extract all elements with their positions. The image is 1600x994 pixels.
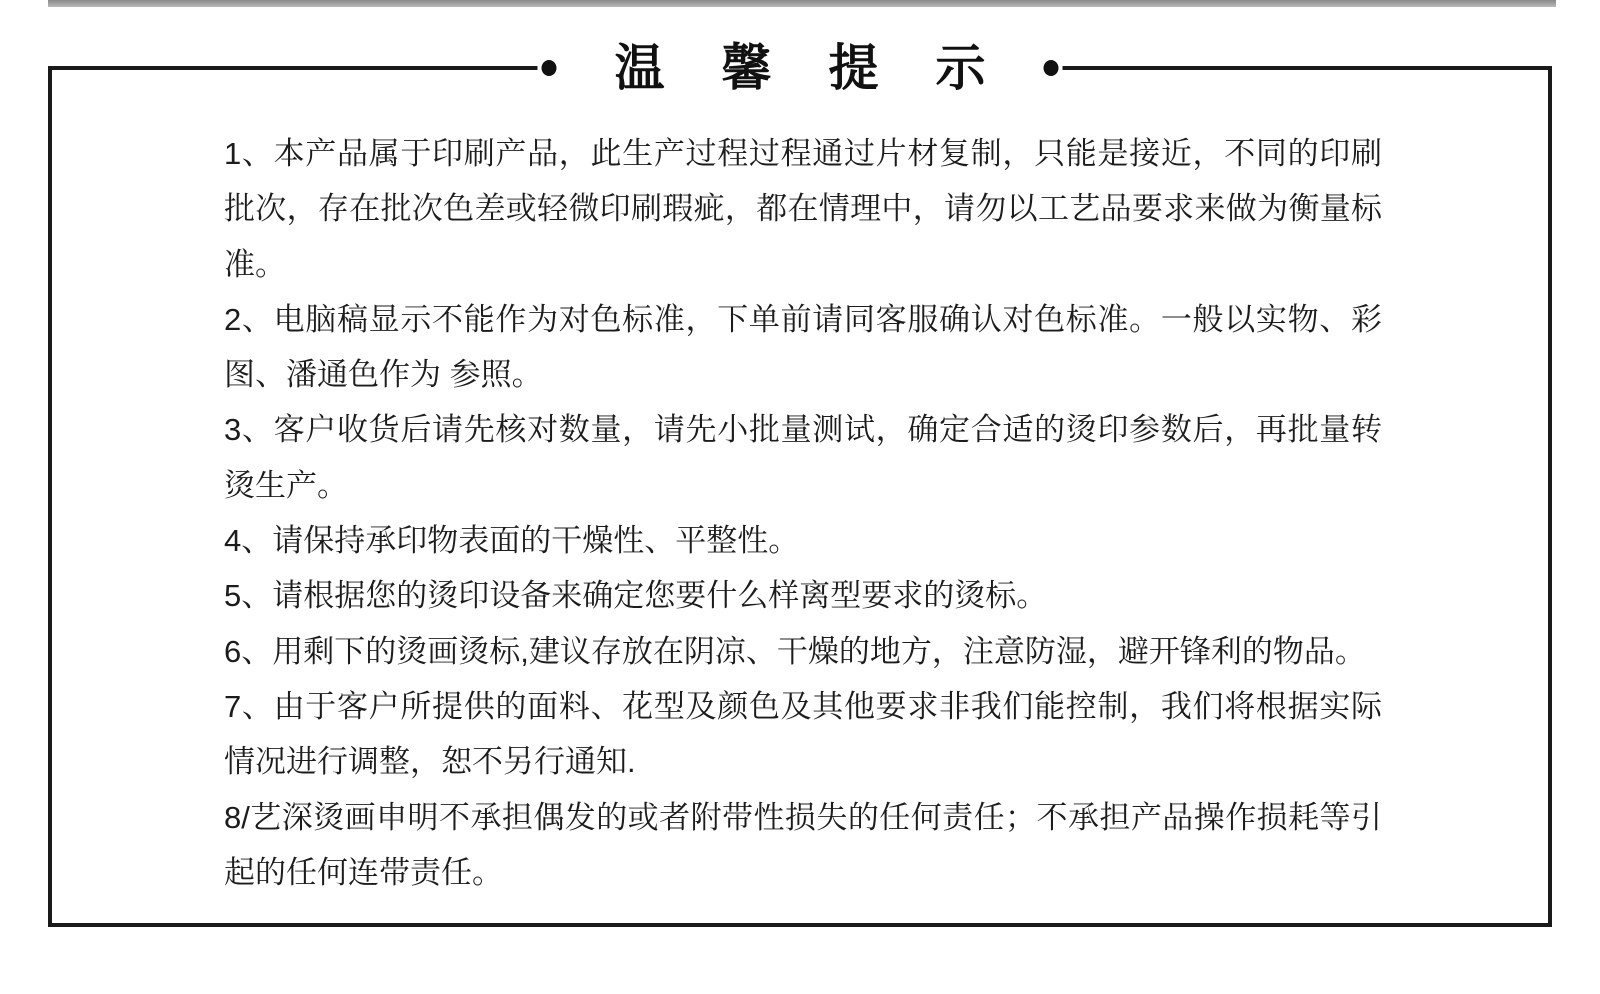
bullet-dot-right-icon: [1044, 60, 1059, 76]
notice-item: 7、由于客户所提供的面料、花型及颜色及其他要求非我们能控制，我们将根据实际情况进行调整，恕不另行通知.: [224, 688, 1382, 780]
notice-item: 8/艺深烫画申明不承担偶发的或者附带性损失的任何责任；不承担产品操作损耗等引起的任何连带责任。: [224, 799, 1382, 890]
notice-item: 3、客户收货后请先核对数量，请先小批量测试，确定合适的烫印参数后，再批量转烫生产。: [224, 412, 1382, 503]
notice-frame: [48, 40, 1552, 927]
notice-item: 5、请根据您的烫印设备来确定您要什么样离型要求的烫标。: [224, 578, 1048, 614]
notice-item: 2、电脑稿显示不能作为对色标准，下单前请同客服确认对色标准。一般以实物、彩图、潘通色作为 参照。: [224, 301, 1382, 393]
bullet-dot-left-icon: [542, 60, 557, 76]
notice-body: [52, 70, 1548, 900]
notice-item: 6、用剩下的烫画烫标,建议存放在阴凉、干燥的地方，注意防湿，避开锋利的物品。: [224, 633, 1366, 669]
title-row: [538, 36, 1063, 100]
notice-item: 1、本产品属于印刷产品，此生产过程过程通过片材复制，只能是接近，不同的印刷批次，存在批次色差或轻微印刷瑕疵，都在情理中，请勿以工艺品要求来做为衡量标准。: [224, 136, 1382, 282]
top-divider-bar: [48, 0, 1556, 7]
page-title: 温馨提示: [614, 40, 1043, 96]
notice-item: 4、请保持承印物表面的干燥性、平整性。: [224, 523, 800, 559]
